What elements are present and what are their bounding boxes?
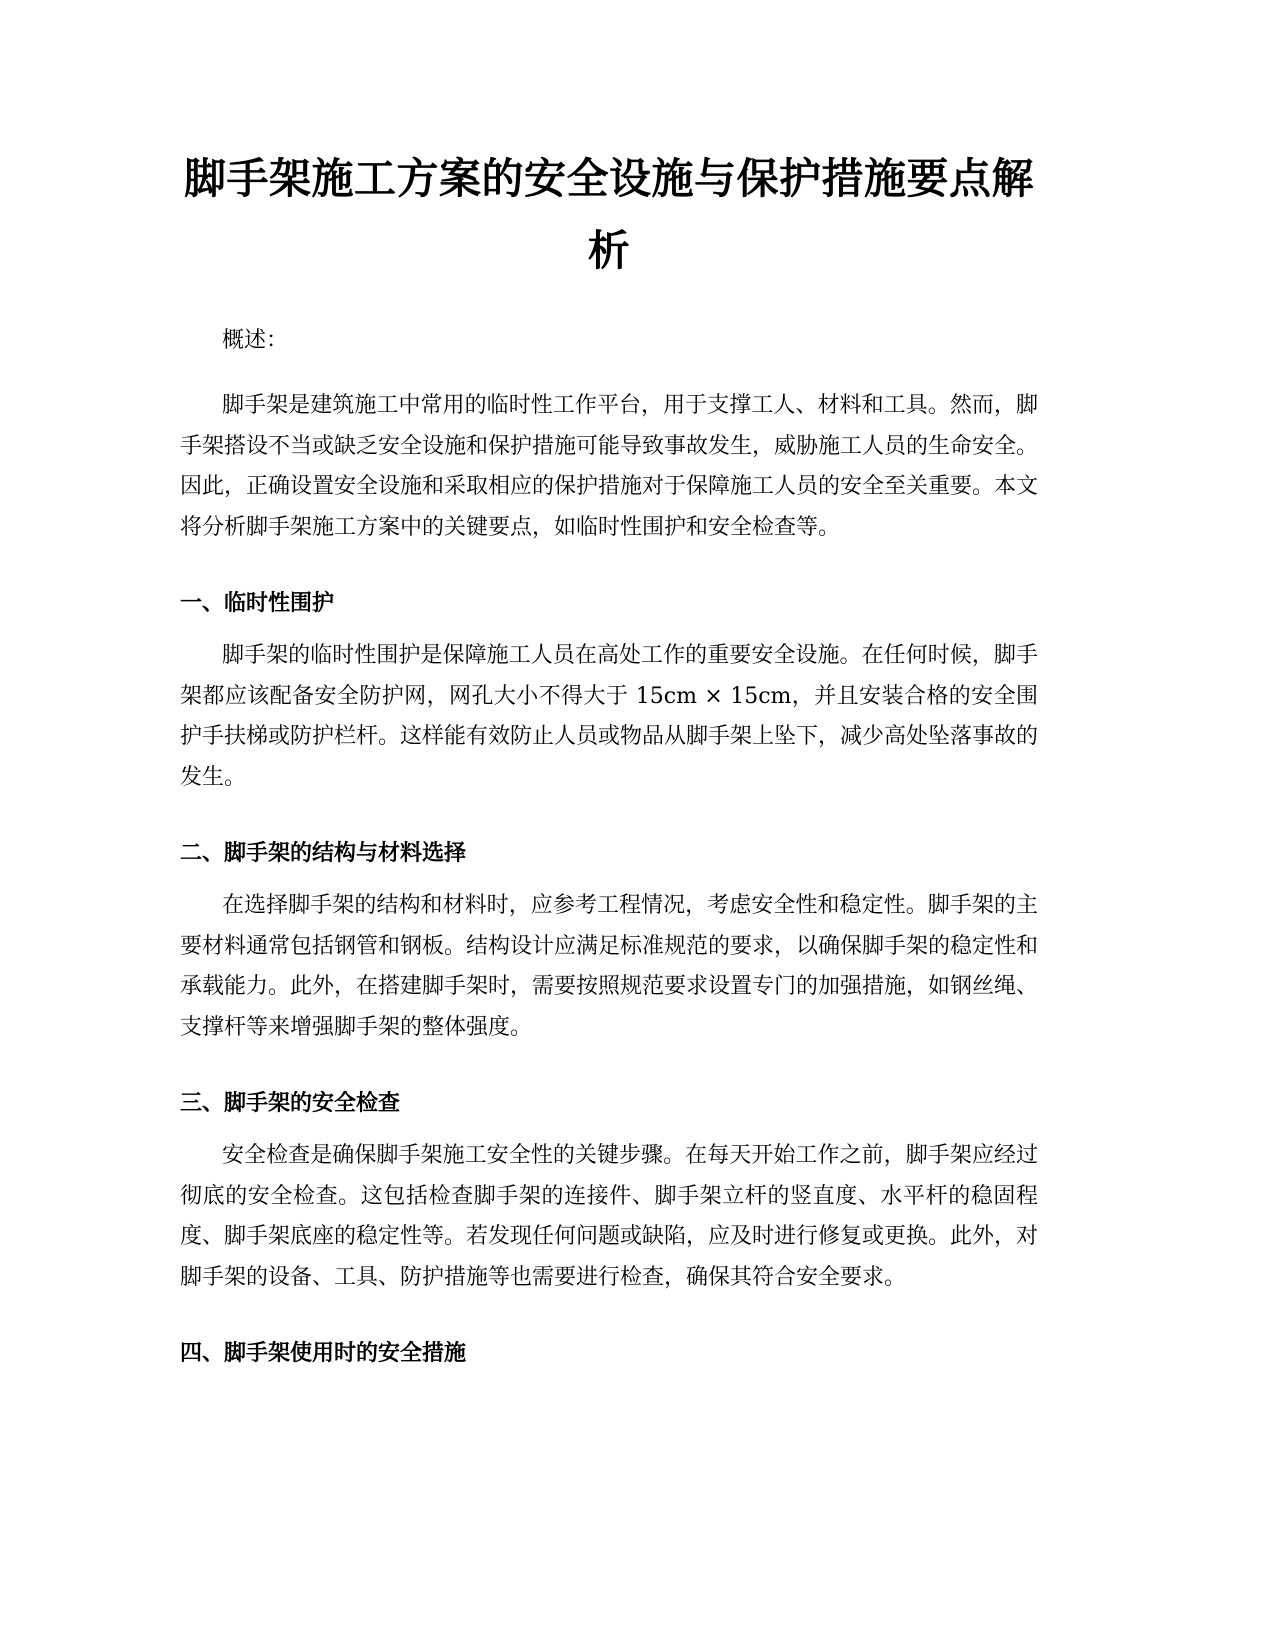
document-page [180,0,1038,1372]
section-heading-2: 二、脚手架的结构与材料选择 [180,841,467,866]
intro-paragraph: 脚手架是建筑施工中常用的临时性工作平台，用于支撑工人、材料和工具。然而，脚手架搭设不当或缺乏安全设施和保护措施可能导致事故发生，威胁施工人员的生命安全。因此，正确设置安全设施和采取相应的保护措施对于保障施工人员的安全至关重要。本文将分析脚手架施工方案中的关键要点，如临时性围护和安全检查等。 [180,393,1039,540]
section-heading-3: 三、脚手架的安全检查 [180,1091,401,1116]
section-heading-1: 一、临时性围护 [180,591,335,616]
document-title: 脚手架施工方案的安全设施与保护措施要点解析 [183,154,1034,275]
section-body-1: 脚手架的临时性围护是保障施工人员在高处工作的重要安全设施。在任何时候，脚手架都应该配备安全防护网，网孔大小不得大于 15cm × 15cm，并且安装合格的安全围护手扶梯或防护栏杆。这样能有效防止人员或物品从脚手架上坠下，减少高处坠落事故的发生。 [180,643,1039,790]
section-body-2: 在选择脚手架的结构和材料时，应参考工程情况，考虑安全性和稳定性。脚手架的主要材料通常包括钢管和钢板。结构设计应满足标准规范的要求，以确保脚手架的稳定性和承载能力。此外，在搭建脚手架时，需要按照规范要求设置专门的加强措施，如钢丝绳、支撑杆等来增强脚手架的整体强度。 [180,893,1039,1040]
section-body-3: 安全检查是确保脚手架施工安全性的关键步骤。在每天开始工作之前，脚手架应经过彻底的安全检查。这包括检查脚手架的连接件、脚手架立杆的竖直度、水平杆的稳固程度、脚手架底座的稳定性等。若发现任何问题或缺陷，应及时进行修复或更换。此外，对脚手架的设备、工具、防护措施等也需要进行检查，确保其符合安全要求。 [180,1143,1039,1290]
summary-label: 概述： [222,328,289,353]
section-heading-4: 四、脚手架使用时的安全措施 [180,1341,467,1366]
